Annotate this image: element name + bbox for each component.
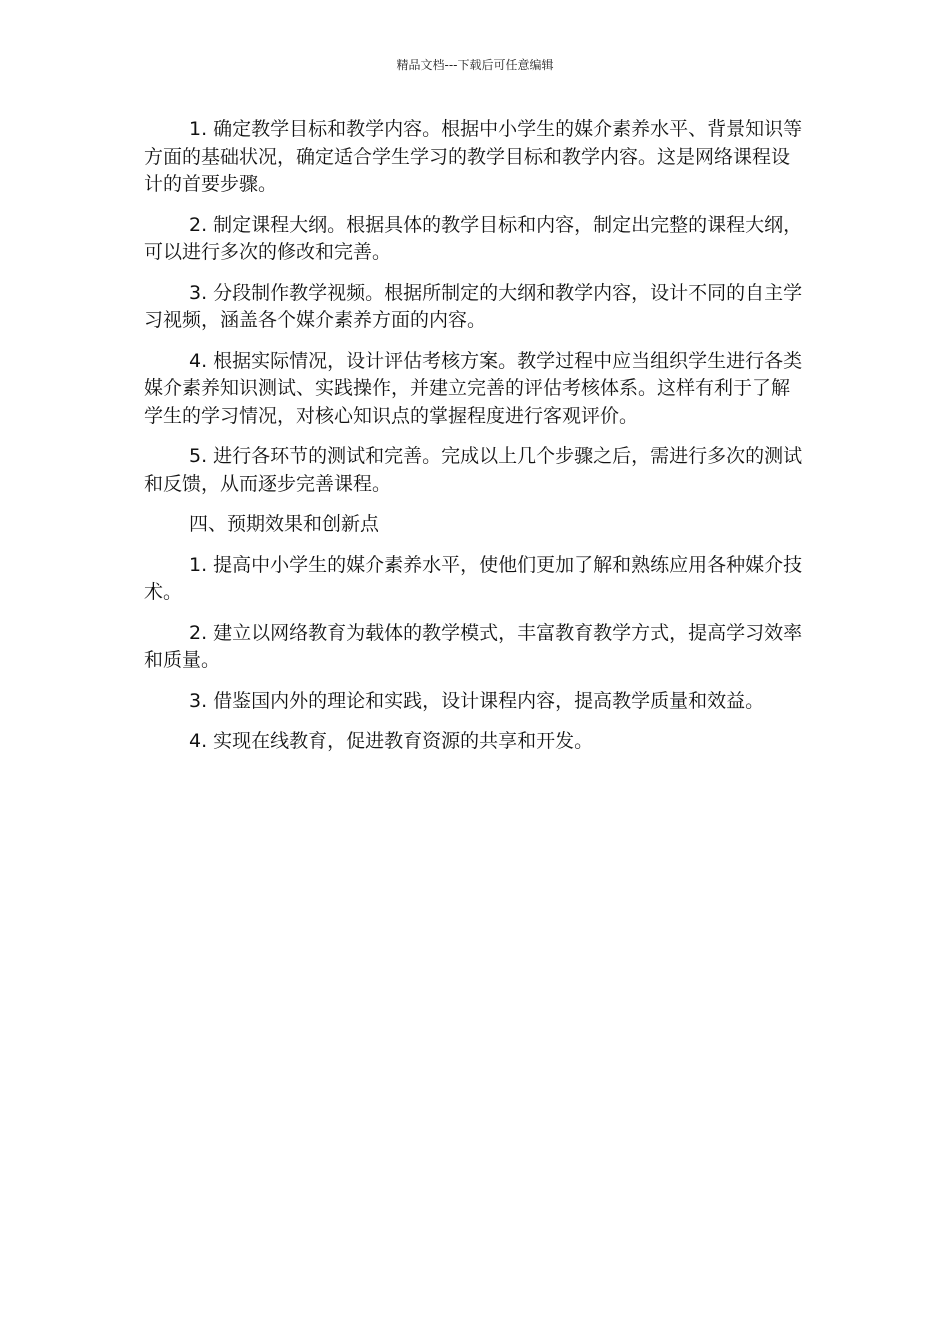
paragraph-step-4: 4. 根据实际情况，设计评估考核方案。教学过程中应当组织学生进行各类媒介素养知识测试、实践操作，并建立完善的评估考核体系。这样有利于了解学生的学习情况，对核心知识点的掌握程度进行客观评价。 — [144, 349, 803, 427]
paragraph-step-3: 3. 分段制作教学视频。根据所制定的大纲和教学内容，设计不同的自主学习视频，涵盖各个媒介素养方面的内容。 — [144, 281, 803, 331]
page-header: 精品文档---下载后可任意编辑 — [396, 58, 554, 72]
paragraph-effect-1: 1. 提高中小学生的媒介素养水平，使他们更加了解和熟练应用各种媒介技术。 — [144, 553, 803, 603]
paragraph-step-1: 1. 确定教学目标和教学内容。根据中小学生的媒介素养水平、背景知识等方面的基础状况，确定适合学生学习的教学目标和教学内容。这是网络课程设计的首要步骤。 — [144, 118, 803, 195]
paragraph-effect-2: 2. 建立以网络教育为载体的教学模式，丰富教育教学方式，提高学习效率和质量。 — [144, 621, 803, 671]
paragraph-effect-4: 4. 实现在线教育，促进教育资源的共享和开发。 — [189, 730, 594, 752]
paragraph-step-2: 2. 制定课程大纲。根据具体的教学目标和内容，制定出完整的课程大纲，可以进行多次的修改和完善。 — [144, 213, 803, 263]
section-heading: 四、预期效果和创新点 — [189, 513, 380, 535]
paragraph-step-5: 5. 进行各环节的测试和完善。完成以上几个步骤之后，需进行多次的测试和反馈，从而逐步完善课程。 — [144, 445, 803, 495]
paragraph-effect-3: 3. 借鉴国内外的理论和实践，设计课程内容，提高教学质量和效益。 — [189, 689, 765, 712]
document-body — [144, 116, 808, 769]
